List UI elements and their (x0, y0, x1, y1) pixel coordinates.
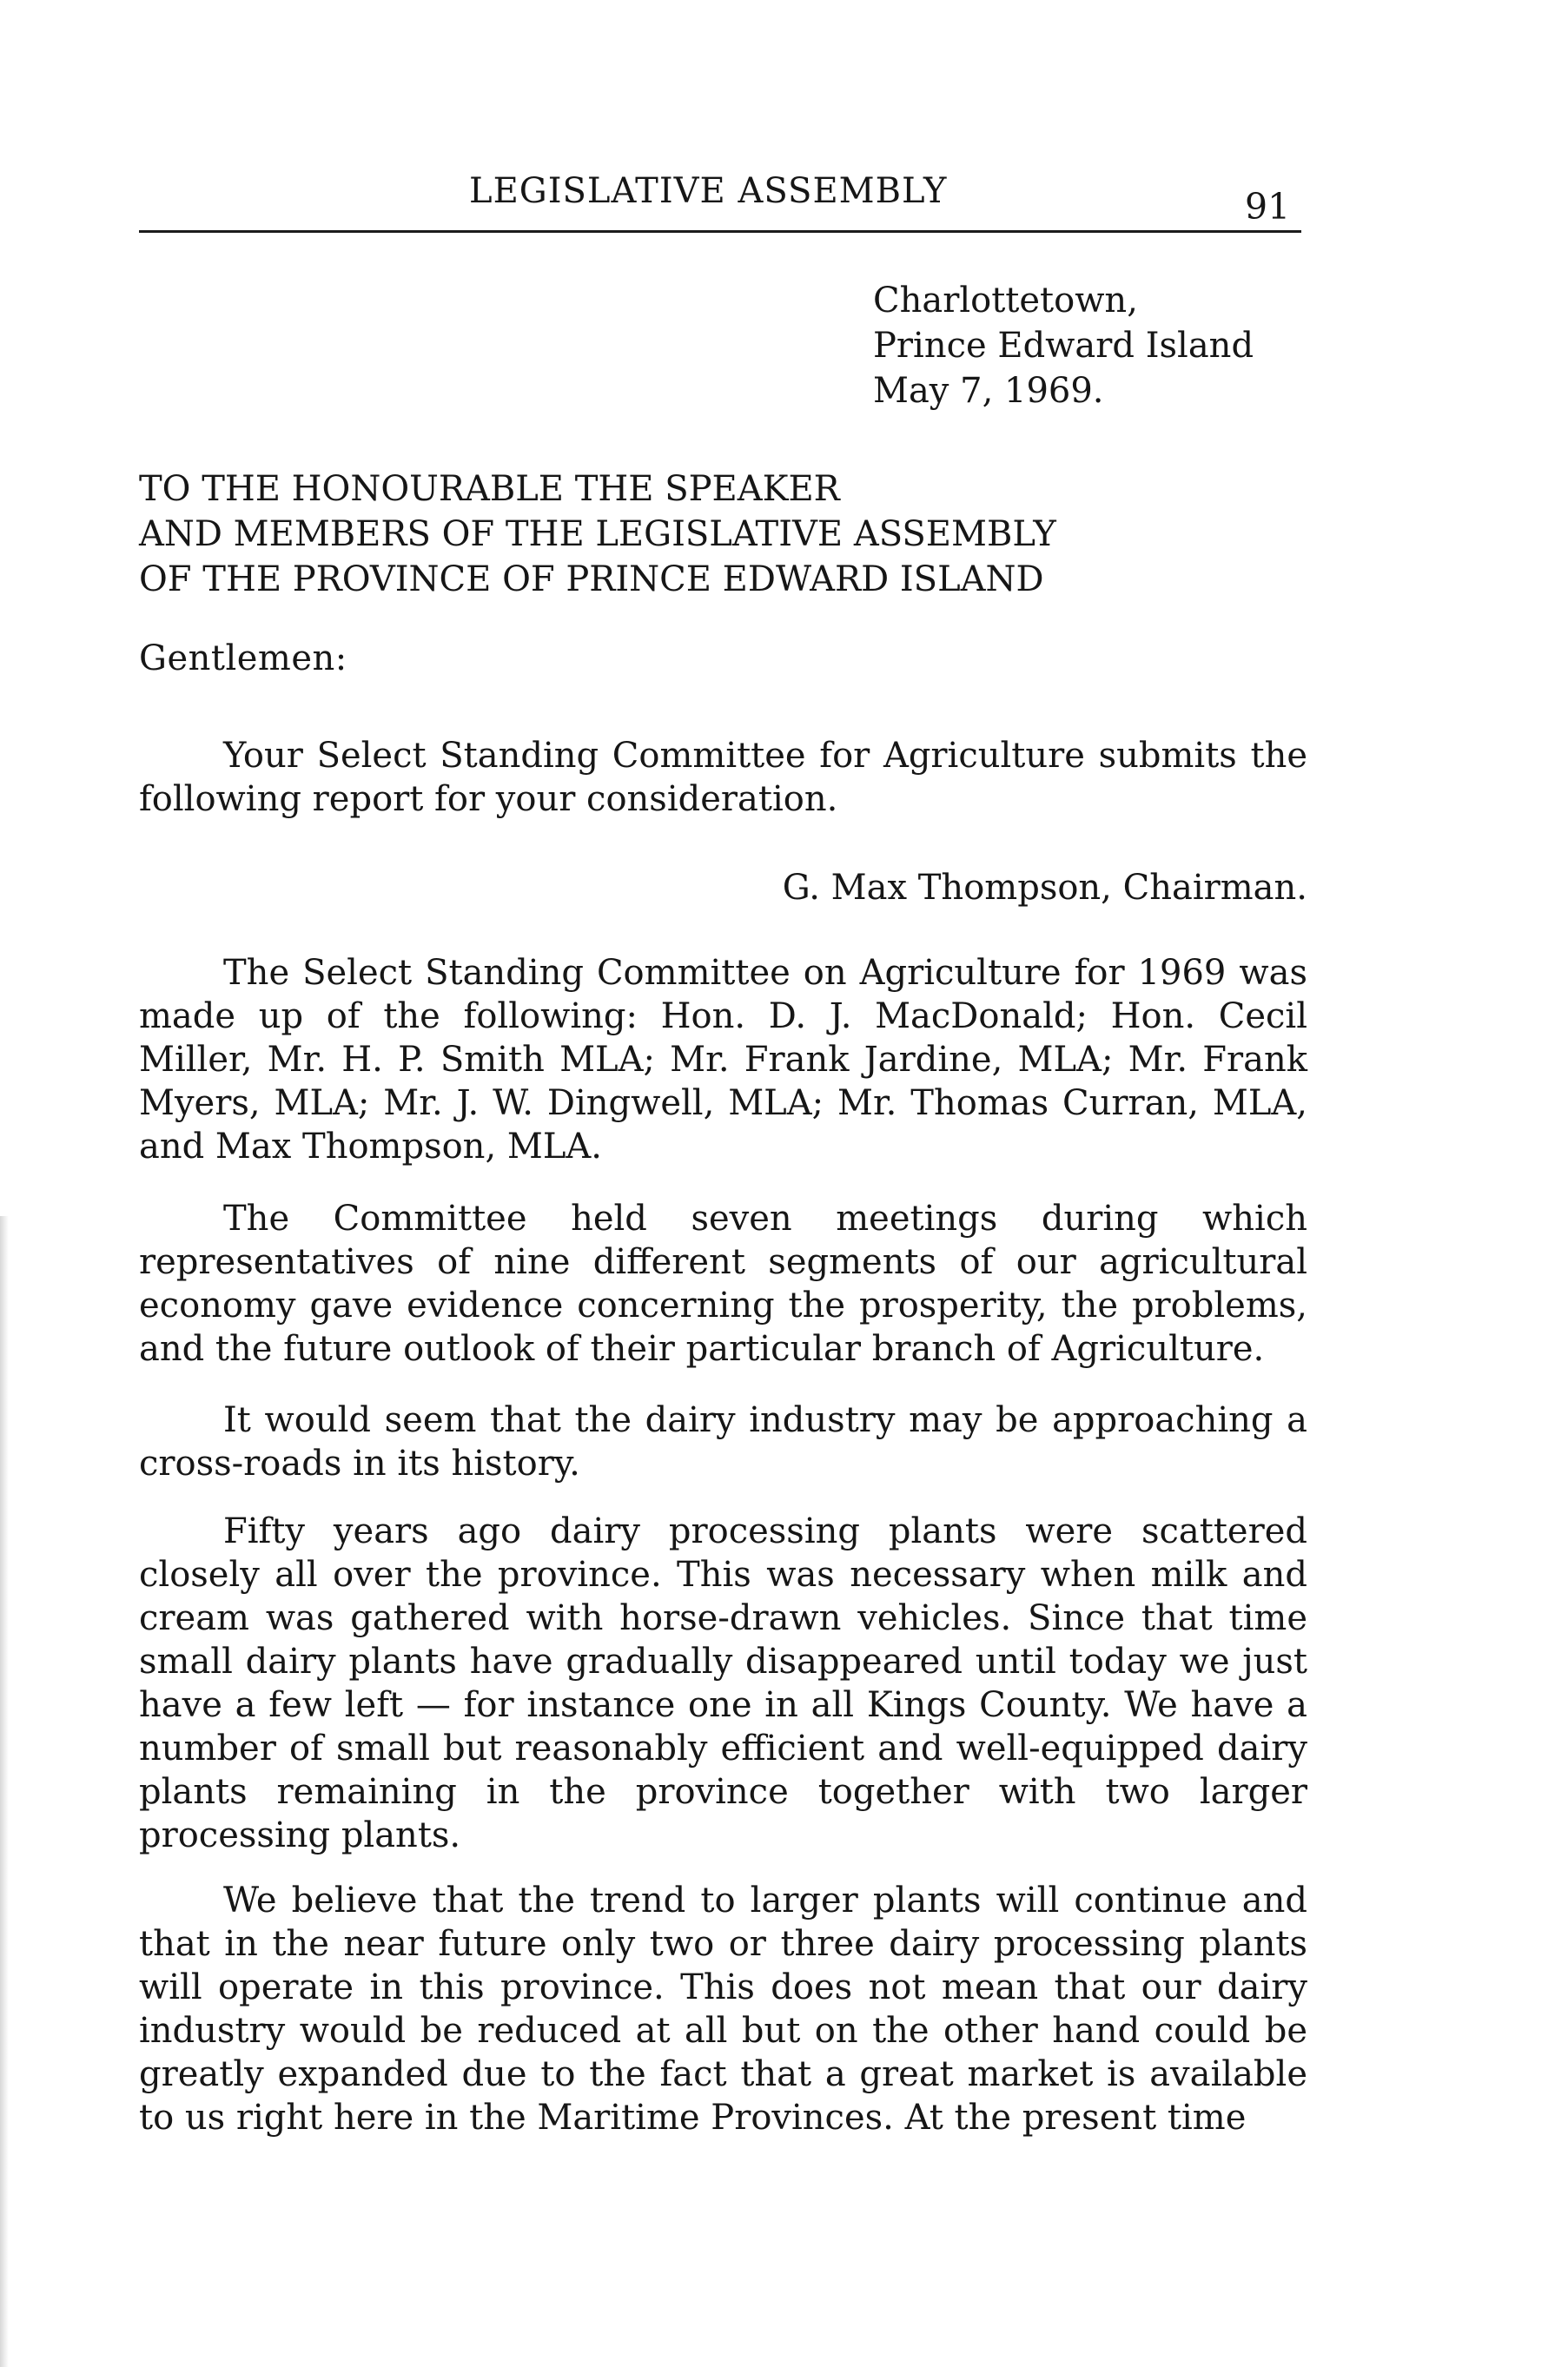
addressee-line: TO THE HONOURABLE THE SPEAKER (139, 469, 840, 509)
members-paragraph: The Select Standing Committee on Agriculture for 1969 was made up of the following: Hon. D. J. MacDonald; Hon. Cecil Miller, Mr. H. P. Smith MLA; Mr. Frank Jardine, MLA; Mr. Frank Myers, MLA; Mr. J. W. Dingwell, MLA; Mr. Thomas Curran, MLA, and Max Thompson, MLA. (139, 953, 1307, 1167)
crossroads-paragraph: It would seem that the dairy industry may be approaching a cross-roads in its history. (139, 1400, 1307, 1484)
running-header-title: LEGISLATIVE ASSEMBLY (469, 171, 948, 211)
meetings-paragraph: The Committee held seven meetings during which representatives of nine different segments of our agricultural economy gave evidence concerning the prosperity, the problems, and the future outlook of their particular branch of Agriculture. (139, 1199, 1307, 1369)
signature: G. Max Thompson, Chairman. (782, 868, 1307, 908)
greeting: Gentlemen: (139, 638, 347, 678)
history-paragraph: Fifty years ago dairy processing plants were scattered closely all over the province. This was necessary when milk and cream was gathered with horse-drawn vehicles. Since that time small dairy plants have gradually disappeared until today we just have a few left — for instance one in all Kings County. We have a number of small but reasonably efficient and well-equipped dairy plants remaining in the province together with two larger processing plants. (139, 1511, 1307, 1855)
addressee-line: AND MEMBERS OF THE LEGISLATIVE ASSEMBLY (139, 514, 1056, 554)
address-line: May 7, 1969. (873, 371, 1104, 411)
page-number: 91 (1245, 186, 1291, 228)
trend-paragraph: We believe that the trend to larger plants will continue and that in the near future only two or three dairy processing plants will operate in this province. This does not mean that our dairy industry would be reduced at all but on the other hand could be greatly expanded due to the fact that a great market is available to us right here in the Maritime Provinces. At the present time (139, 1881, 1307, 2138)
addressee-block (139, 466, 1056, 602)
intro-paragraph: Your Select Standing Committee for Agriculture submits the following report for your consideration. (139, 736, 1307, 819)
addressee-line: OF THE PROVINCE OF PRINCE EDWARD ISLAND (139, 559, 1044, 599)
address-line: Charlottetown, (873, 281, 1138, 321)
address-line: Prince Edward Island (873, 326, 1254, 366)
header-rule (139, 230, 1301, 233)
page-edge-shadow (0, 1216, 9, 2367)
sender-address (873, 278, 1254, 413)
